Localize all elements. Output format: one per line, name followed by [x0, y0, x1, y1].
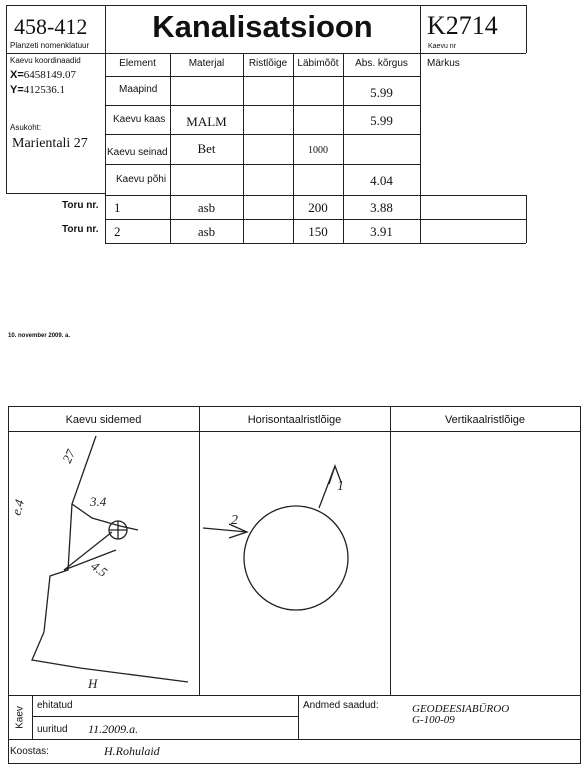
y-value: 412536.1 [23, 84, 66, 96]
row-element: Kaevu põhi [116, 174, 167, 185]
pipe-number: 2 [114, 224, 121, 239]
x-coordinate [10, 69, 76, 81]
well-caption: Kaevu nr [428, 43, 457, 50]
col-header-material: Materjal [188, 58, 225, 69]
pipe-height: 3.91 [370, 224, 393, 239]
sketch-mark: 2 [231, 513, 238, 528]
coords-label: Kaevu koordinaadid [10, 56, 81, 65]
x-label: X= [10, 69, 24, 81]
panel-title-horizontal: Horisontaalristlõige [247, 414, 342, 426]
row-height: 4.04 [370, 173, 393, 188]
panel-title-connections: Kaevu sidemed [65, 414, 142, 426]
page-title: Kanalisatsioon [152, 9, 373, 44]
pipe-diameter: 200 [308, 200, 328, 215]
col-header-diameter: Läbimõõt [297, 58, 339, 69]
row-diameter: 1000 [308, 145, 328, 156]
compiled-label: Koostas: [10, 746, 49, 757]
connections-sketch [8, 432, 199, 694]
built-label: ehitatud [37, 700, 73, 711]
col-header-height: Abs. kõrgus [355, 58, 408, 69]
y-coordinate [10, 84, 65, 96]
pipe-height: 3.88 [370, 200, 393, 215]
document-date: 10. november 2009. a. [8, 333, 71, 339]
sketch-mark: 1 [337, 479, 344, 494]
surveyed-value: 11.2009.a. [88, 722, 139, 736]
sketch-boundary-line [72, 436, 138, 530]
sheet-caption: Planzeti nomenklatuur [10, 41, 90, 50]
address-value: Marientali 27 [12, 136, 88, 151]
sketch-mark: 3.4 [90, 494, 107, 509]
sketch-boundary-line [32, 504, 188, 682]
pipe-label: Toru nr. [62, 224, 99, 235]
sketch-mark: e.4 [8, 497, 27, 517]
well-outline [244, 506, 348, 610]
row-material: MALM [186, 114, 227, 129]
well-symbol [109, 521, 127, 539]
address-label: Asukoht: [10, 123, 42, 132]
sketch-mark: 4.5 [88, 558, 111, 580]
pipe-material: asb [197, 200, 216, 215]
horizontal-section-sketch [199, 432, 390, 694]
x-value: 6458149.07 [23, 69, 77, 81]
row-element: Kaevu kaas [113, 114, 166, 125]
panel-title-vertical: Vertikaalristlõige [444, 414, 526, 426]
sketch-mark: 27 [59, 447, 79, 466]
pipe-material: asb [197, 224, 216, 239]
row-height: 5.99 [370, 85, 393, 100]
col-header-element: Element [119, 58, 156, 69]
sketch-mark: H [88, 676, 98, 691]
footer-side-label: Kaev [14, 706, 26, 729]
well-number: K2714 [427, 11, 498, 40]
col-header-cross-section: Ristlõige [248, 58, 288, 69]
y-label: Y= [10, 84, 24, 96]
pipe-number: 1 [114, 200, 121, 215]
surveyed-label: uuritud [37, 724, 68, 735]
data-from-label: Andmed saadud: [303, 700, 379, 711]
pipe-diameter: 150 [308, 224, 328, 239]
data-from-value-1: GEODEESIABÜROO [412, 703, 510, 715]
row-material: Bet [197, 141, 216, 156]
compiled-value: H.Rohulaid [104, 744, 160, 758]
row-height: 5.99 [370, 113, 393, 128]
row-element: Maapind [119, 84, 158, 95]
row-element: Kaevu seinad [107, 147, 168, 158]
pipe-label: Toru nr. [62, 200, 99, 211]
col-header-remarks: Märkus [427, 58, 460, 69]
data-from-value-2: G-100-09 [412, 714, 455, 726]
sheet-number: 458-412 [14, 14, 88, 39]
